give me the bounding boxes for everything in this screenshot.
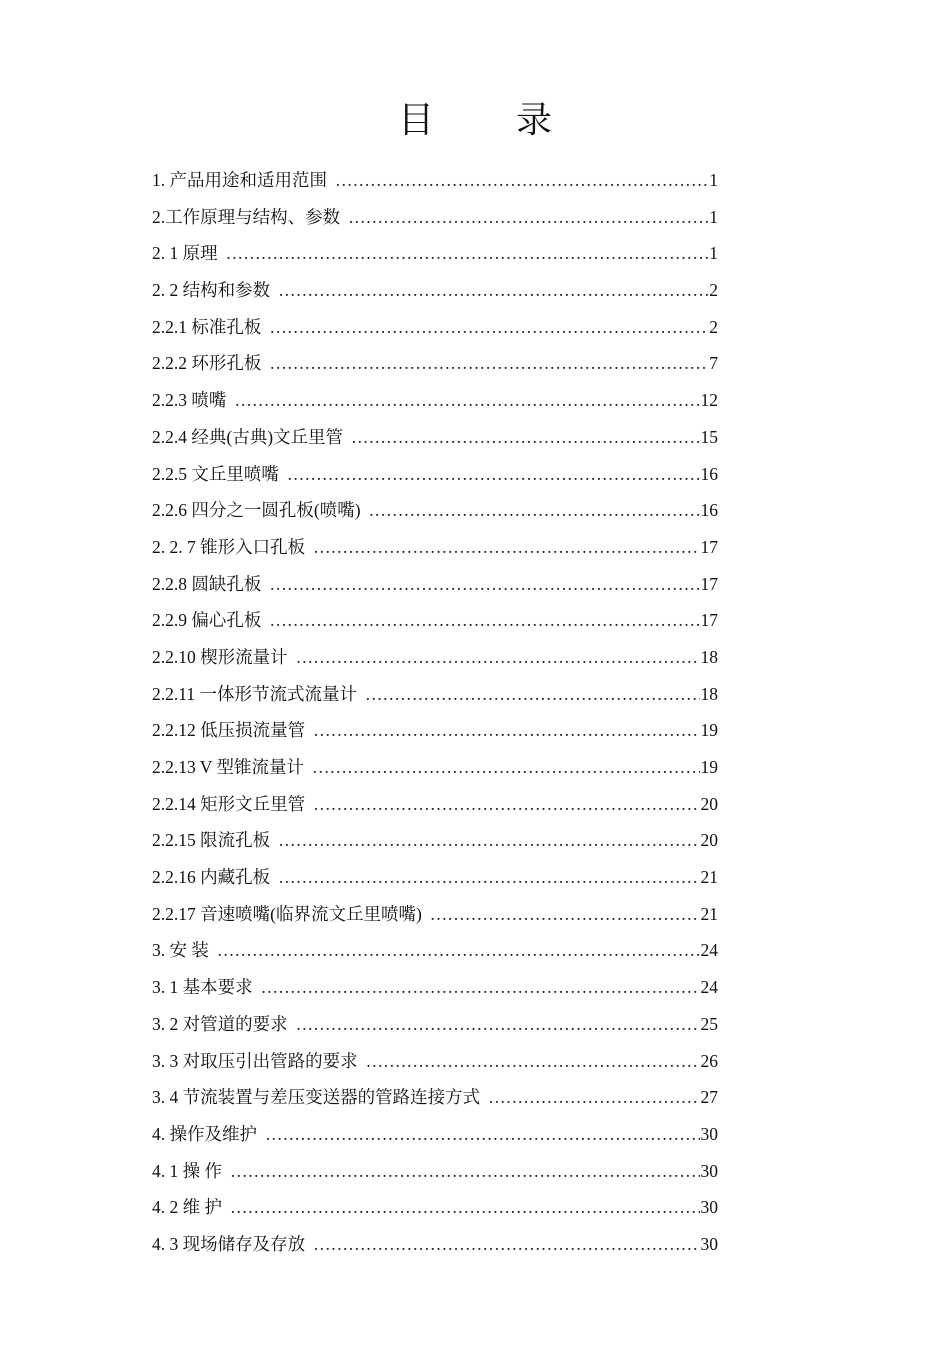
toc-entry-label: 3. 2 对管道的要求 — [152, 1013, 288, 1034]
toc-dot-leader — [230, 1161, 700, 1182]
toc-entry[interactable] — [152, 681, 718, 718]
toc-page-number: 2 — [709, 316, 718, 337]
toc-entry[interactable] — [152, 497, 718, 534]
toc-page-number: 7 — [709, 353, 718, 374]
toc-page-number: 16 — [700, 500, 718, 521]
toc-page-number: 20 — [700, 793, 718, 814]
toc-dot-leader — [430, 904, 700, 925]
toc-page-number: 17 — [700, 573, 718, 594]
toc-entry-label: 2.2.16 内藏孔板 — [152, 867, 271, 888]
toc-entry-label: 2.2.10 楔形流量计 — [152, 646, 288, 667]
toc-page-number: 19 — [700, 757, 718, 777]
toc-title-left: 目 — [397, 100, 434, 141]
toc-entry-label: 4. 3 现场储存及存放 — [152, 1233, 306, 1254]
toc-dot-leader — [261, 977, 700, 998]
toc-page-number: 30 — [700, 1197, 718, 1218]
toc-title — [0, 92, 950, 143]
toc-dot-leader — [348, 207, 708, 228]
toc-entry[interactable] — [152, 644, 718, 681]
toc-entry-label: 2.2.6 四分之一圆孔板(喷嘴) — [152, 500, 361, 521]
toc-entry[interactable] — [152, 424, 718, 461]
toc-entry-label: 3. 1 基本要求 — [152, 977, 253, 998]
toc-entry-label: 2.2.3 喷嘴 — [152, 390, 227, 411]
toc-dot-leader — [296, 1014, 700, 1035]
toc-entry[interactable] — [152, 791, 718, 828]
toc-entry[interactable] — [152, 571, 718, 608]
toc-page-number: 20 — [700, 830, 718, 851]
toc-dot-leader — [335, 170, 708, 191]
toc-entry[interactable] — [152, 974, 718, 1011]
toc-entry[interactable] — [152, 1084, 718, 1121]
toc-dot-leader — [313, 794, 699, 815]
toc-entry-label: 2.2.12 低压损流量管 — [152, 720, 306, 741]
toc-entry-label: 2.2.1 标准孔板 — [152, 316, 262, 337]
toc-entry-label: 3. 安 装 — [152, 940, 209, 961]
toc-page-number: 25 — [700, 1013, 718, 1034]
toc-entry[interactable] — [152, 937, 718, 974]
toc-entry[interactable] — [152, 461, 718, 498]
toc-dot-leader — [296, 647, 700, 668]
toc-title-right: 录 — [516, 100, 553, 141]
toc-dot-leader — [488, 1087, 699, 1108]
toc-entry[interactable] — [152, 717, 718, 754]
toc-entry-label: 2.2.14 矩形文丘里管 — [152, 793, 306, 814]
toc-dot-leader — [234, 390, 699, 411]
toc-entry-label: 2. 1 原理 — [152, 243, 218, 264]
toc-entry-label: 2.2.17 音速喷嘴(临界流文丘里喷嘴) — [152, 903, 422, 924]
toc-entry[interactable] — [152, 1158, 718, 1195]
toc-page-number: 30 — [700, 1233, 718, 1254]
toc-entry[interactable] — [152, 1121, 718, 1158]
toc-entry-label: 4. 操作及维护 — [152, 1123, 257, 1144]
toc-entry-label: 2.2.13 V 型锥流量计 — [152, 757, 305, 777]
toc-entry[interactable] — [152, 901, 718, 938]
toc-page-number: 21 — [700, 903, 718, 924]
toc-page-number: 19 — [700, 720, 718, 741]
toc-page-number: 1 — [709, 206, 718, 227]
toc-dot-leader — [312, 757, 699, 778]
toc-page-number: 18 — [700, 646, 718, 667]
toc-entry-label: 4. 2 维 护 — [152, 1197, 222, 1218]
toc-dot-leader — [230, 1197, 700, 1218]
toc-entry-label: 2.2.9 偏心孔板 — [152, 610, 262, 631]
table-of-contents — [152, 167, 718, 1268]
toc-entry-label: 2.工作原理与结构、参数 — [152, 206, 341, 227]
toc-page-number: 30 — [700, 1123, 718, 1144]
toc-entry-label: 2.2.4 经典(古典)文丘里管 — [152, 426, 344, 447]
toc-dot-leader — [365, 684, 700, 705]
toc-entry[interactable] — [152, 754, 718, 791]
toc-entry-label: 2.2.15 限流孔板 — [152, 830, 271, 851]
toc-page-number: 24 — [700, 940, 718, 961]
toc-dot-leader — [217, 940, 700, 961]
toc-page-number: 2 — [709, 280, 718, 301]
toc-entry-label: 2.2.8 圆缺孔板 — [152, 573, 262, 594]
toc-page-number: 27 — [700, 1087, 718, 1108]
toc-dot-leader — [269, 610, 699, 631]
toc-page-number: 17 — [700, 536, 718, 557]
toc-entry[interactable] — [152, 350, 718, 387]
toc-page-number: 17 — [700, 610, 718, 631]
toc-entry[interactable] — [152, 387, 718, 424]
toc-dot-leader — [313, 720, 699, 741]
toc-dot-leader — [369, 500, 700, 521]
toc-dot-leader — [269, 317, 708, 338]
toc-dot-leader — [366, 1051, 700, 1072]
toc-entry-label: 2.2.11 一体形节流式流量计 — [152, 683, 357, 704]
toc-page-number: 1 — [709, 170, 718, 190]
toc-page-number: 1 — [709, 243, 718, 264]
toc-entry[interactable] — [152, 240, 718, 277]
toc-entry-label: 3. 4 节流装置与差压变送器的管路连接方式 — [152, 1087, 481, 1108]
toc-entry[interactable] — [152, 1194, 718, 1231]
toc-entry[interactable] — [152, 204, 718, 241]
toc-dot-leader — [226, 243, 709, 264]
toc-entry[interactable] — [152, 167, 718, 204]
toc-dot-leader — [313, 1234, 699, 1255]
toc-entry[interactable] — [152, 1231, 718, 1268]
toc-page-number: 12 — [700, 390, 718, 411]
toc-entry-label: 3. 3 对取压引出管路的要求 — [152, 1050, 358, 1071]
toc-page-number: 30 — [700, 1160, 718, 1181]
toc-entry[interactable] — [152, 864, 718, 901]
toc-entry[interactable] — [152, 534, 718, 571]
toc-entry[interactable] — [152, 607, 718, 644]
toc-dot-leader — [265, 1124, 700, 1145]
toc-entry[interactable] — [152, 1048, 718, 1085]
toc-entry[interactable] — [152, 1011, 718, 1048]
toc-page-number: 15 — [700, 426, 718, 447]
toc-dot-leader — [313, 537, 699, 558]
toc-page-number: 24 — [700, 977, 718, 998]
toc-dot-leader — [269, 353, 708, 374]
toc-entry-label: 2. 2 结构和参数 — [152, 280, 271, 301]
toc-dot-leader — [278, 867, 699, 888]
toc-entry[interactable] — [152, 314, 718, 351]
toc-page-number: 21 — [700, 867, 718, 888]
toc-entry-label: 1. 产品用途和适用范围 — [152, 170, 327, 190]
toc-entry-label: 4. 1 操 作 — [152, 1160, 222, 1181]
toc-entry[interactable] — [152, 827, 718, 864]
toc-entry[interactable] — [152, 277, 718, 314]
toc-entry-label: 2.2.5 文丘里喷嘴 — [152, 463, 279, 484]
toc-entry-label: 2. 2. 7 锥形入口孔板 — [152, 536, 306, 557]
toc-dot-leader — [278, 830, 699, 851]
toc-page-number: 16 — [700, 463, 718, 484]
toc-entry-label: 2.2.2 环形孔板 — [152, 353, 262, 374]
toc-dot-leader — [269, 574, 699, 595]
toc-page-number: 26 — [700, 1050, 718, 1071]
toc-dot-leader — [278, 280, 708, 301]
toc-page-number: 18 — [700, 683, 718, 704]
toc-dot-leader — [287, 464, 700, 485]
toc-dot-leader — [351, 427, 699, 448]
